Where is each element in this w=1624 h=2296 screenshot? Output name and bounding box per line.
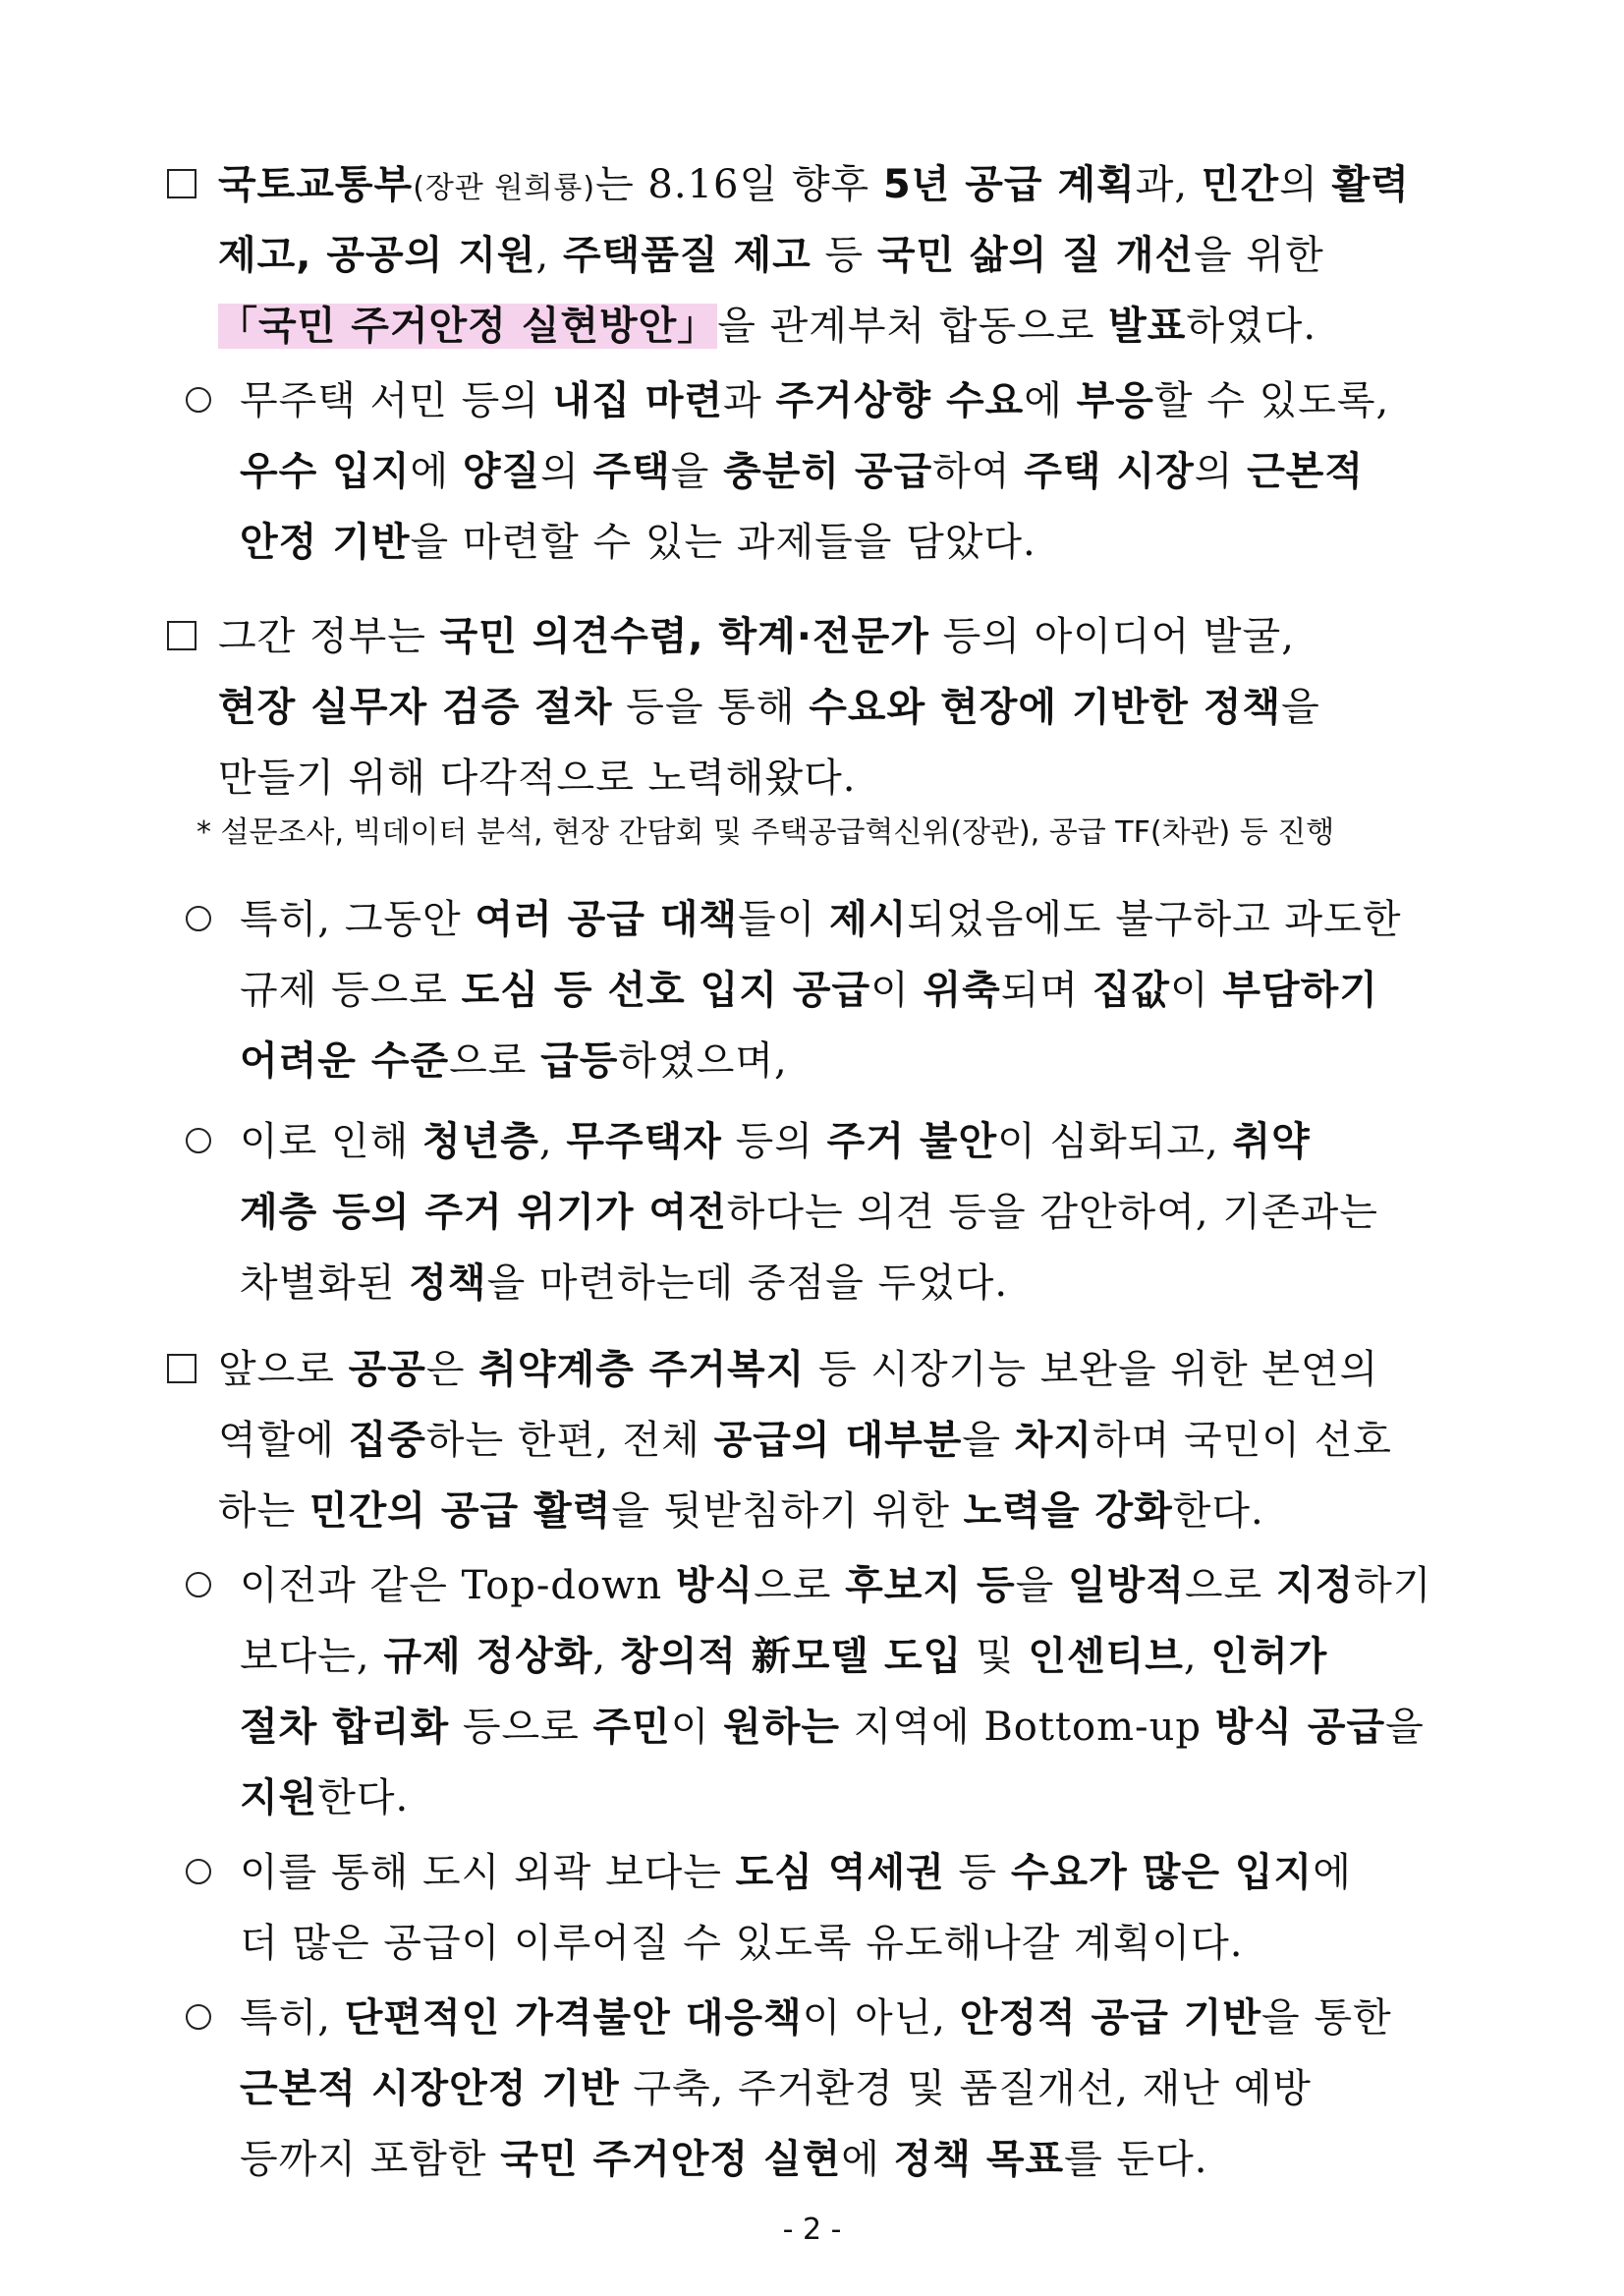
text-segment: , <box>592 1634 620 1679</box>
text-segment: 차지 <box>1014 1418 1093 1463</box>
text-segment: 는 8.16일 향후 <box>595 162 883 207</box>
text-segment: 인허가 <box>1210 1634 1328 1679</box>
text-segment: 을 마련하는데 중점을 두었다. <box>486 1260 1009 1306</box>
text-segment: 을 <box>670 449 724 494</box>
footnote: * 설문조사, 빅데이터 분석, 현장 간담회 및 주택공급혁신위(장관), 공급 TF(차관) 등 진행 <box>196 815 1335 850</box>
text-segment: 구축, 주거환경 및 품질개선, 재난 예방 <box>619 2066 1312 2111</box>
text-segment: 되며 <box>1000 968 1092 1013</box>
sub-paragraph <box>240 884 1474 1096</box>
text-line <box>240 365 1474 436</box>
text-segment: 규제 정상화 <box>383 1634 593 1679</box>
text-segment: 할 수 있도록, <box>1153 378 1390 423</box>
text-segment: 들이 <box>738 897 830 942</box>
text-segment: 이 심화되고, <box>997 1119 1233 1164</box>
text-line <box>240 507 1474 578</box>
text-segment: 안정적 공급 기반 <box>959 1995 1262 2041</box>
text-segment: 등 <box>944 1850 1011 1895</box>
text-segment: 도심 역세권 <box>735 1850 945 1895</box>
circle-bullet-icon <box>186 387 211 413</box>
text-line <box>240 1837 1474 1908</box>
text-segment: 부응 <box>1076 378 1154 423</box>
text-segment: 무주택자 <box>566 1119 722 1164</box>
text-segment: 한다. <box>317 1775 410 1820</box>
text-segment: 차별화된 <box>240 1260 410 1306</box>
circle-bullet-icon <box>186 1128 211 1153</box>
text-segment: 지원 <box>240 1775 318 1820</box>
text-segment: 어려운 수준 <box>240 1038 450 1084</box>
text-line <box>218 291 1474 362</box>
text-segment: 원하는 <box>723 1705 841 1750</box>
text-segment: 후보지 등 <box>845 1563 1016 1608</box>
text-segment: 방식 공급 <box>1214 1705 1386 1750</box>
text-segment: 그간 정부는 <box>218 614 440 659</box>
text-segment: 노력을 강화 <box>963 1488 1173 1534</box>
text-line <box>240 1026 1474 1096</box>
text-segment: 등의 아이디어 발굴, <box>928 614 1295 659</box>
text-line <box>218 672 1474 743</box>
circle-bullet-icon <box>186 2004 211 2030</box>
text-segment: 방식 <box>675 1563 755 1608</box>
main-paragraph <box>218 601 1474 813</box>
text-segment: 에 <box>410 449 463 494</box>
text-segment: 하는 <box>218 1488 309 1534</box>
text-segment: 집값 <box>1092 968 1171 1013</box>
text-segment: 급등 <box>540 1038 619 1084</box>
text-segment: 이전과 같은 Top-down <box>240 1563 676 1608</box>
sub-paragraph <box>240 365 1474 578</box>
text-segment: 우수 입지 <box>240 449 411 494</box>
text-segment: 충분히 공급 <box>723 449 933 494</box>
text-segment: 취약계층 주거복지 <box>478 1347 806 1392</box>
sub-paragraph <box>240 1550 1474 1833</box>
text-segment: 지역에 Bottom-up <box>840 1705 1215 1750</box>
text-segment: 주민 <box>592 1705 671 1750</box>
text-segment: , <box>1183 1634 1211 1679</box>
text-segment: 단편적인 가격불안 대응책 <box>344 1995 803 2041</box>
text-line <box>240 884 1474 955</box>
text-segment: 규제 등으로 <box>240 968 462 1013</box>
text-segment: 을 통한 <box>1261 1995 1392 2041</box>
text-segment: 등을 통해 <box>612 685 810 730</box>
text-segment: 보다는, <box>240 1634 384 1679</box>
page-number: - 2 - <box>782 2212 842 2247</box>
text-segment: , <box>538 1119 567 1164</box>
text-segment: 을 <box>1281 685 1320 730</box>
text-segment: 되었음에도 불구하고 과도한 <box>907 897 1402 942</box>
text-line <box>240 1106 1474 1177</box>
text-segment: 일방적 <box>1067 1563 1185 1608</box>
text-line <box>218 1334 1474 1405</box>
main-paragraph <box>218 1334 1474 1546</box>
text-line <box>218 601 1474 672</box>
text-segment: 국민 의견수렴, 학계·전문가 <box>439 614 929 659</box>
text-segment: 등의 <box>721 1119 827 1164</box>
text-segment: 하다는 의견 등을 감안하여, 기존과는 <box>726 1190 1378 1235</box>
text-segment: 국민 삶의 질 개선 <box>876 233 1195 278</box>
text-segment: 안정 기반 <box>240 520 411 565</box>
text-line <box>218 1476 1474 1546</box>
text-segment: 이 <box>1170 968 1223 1013</box>
text-line <box>240 1621 1474 1692</box>
text-segment: 공급의 대부분 <box>713 1418 963 1463</box>
circle-bullet-icon <box>186 1572 211 1597</box>
text-segment: 계층 등의 주거 위기가 여전 <box>240 1190 727 1235</box>
text-segment: 앞으로 <box>218 1347 349 1392</box>
text-segment: 이 <box>870 968 924 1013</box>
text-segment: 등까지 포함한 <box>240 2137 501 2182</box>
text-segment: 무주택 서민 등의 <box>240 378 553 423</box>
text-segment: (장관 원희룡) <box>413 171 596 205</box>
text-segment: 이 아닌, <box>802 1995 960 2041</box>
text-segment: 하여 <box>932 449 1025 494</box>
text-segment: 위축 <box>923 968 1001 1013</box>
text-segment: 만들기 위해 다각적으로 노력해왔다. <box>218 756 857 801</box>
text-segment: 정책 목표 <box>893 2137 1065 2182</box>
text-line <box>240 955 1474 1026</box>
text-line <box>218 220 1474 291</box>
text-segment: 과 <box>723 378 776 423</box>
text-line <box>240 2053 1474 2124</box>
text-segment: 에 <box>1024 378 1077 423</box>
text-segment: 국민 주거안정 실현 <box>500 2137 842 2182</box>
text-line <box>218 743 1474 813</box>
text-segment: 내집 마련 <box>552 378 724 423</box>
text-segment: 을 <box>1015 1563 1068 1608</box>
text-segment: 활력 <box>1331 162 1410 207</box>
text-segment: 공공 <box>348 1347 426 1392</box>
text-segment: 을 뒷받침하기 위한 <box>611 1488 964 1534</box>
text-segment: 한다. <box>1172 1488 1264 1534</box>
text-line <box>240 1248 1474 1318</box>
text-segment: 근본적 <box>1247 449 1365 494</box>
text-line <box>240 2124 1474 2195</box>
text-segment: 청년층 <box>422 1119 539 1164</box>
text-segment: 의 <box>540 449 593 494</box>
square-bullet-icon <box>167 169 196 198</box>
text-segment: 을 <box>962 1418 1015 1463</box>
text-segment: 주거상향 수요 <box>775 378 1025 423</box>
text-segment: 도심 등 선호 입지 공급 <box>461 968 871 1013</box>
text-segment: 발표 <box>1108 304 1187 349</box>
text-segment: 특히, 그동안 <box>240 897 476 942</box>
text-line <box>218 149 1474 220</box>
text-segment: 를 둔다. <box>1064 2137 1208 2182</box>
text-segment: 더 많은 공급이 이루어질 수 있도록 유도해나갈 계획이다. <box>240 1921 1244 1966</box>
text-segment: 을 관계부처 합동으로 <box>717 304 1109 349</box>
text-segment: 민간의 공급 활력 <box>309 1488 612 1534</box>
text-segment: 5년 공급 계획 <box>882 162 1136 207</box>
text-line <box>240 1177 1474 1248</box>
text-line <box>240 1763 1474 1833</box>
text-segment: 주거 불안 <box>826 1119 998 1164</box>
text-segment: 으로 <box>1184 1563 1276 1608</box>
text-segment: 특히, <box>240 1995 345 2041</box>
text-segment: 등으로 <box>449 1705 593 1750</box>
sub-paragraph <box>240 1106 1474 1318</box>
text-segment: 과, <box>1135 162 1202 207</box>
main-paragraph <box>218 149 1474 362</box>
text-segment: 여러 공급 대책 <box>475 897 739 942</box>
text-segment: 등 <box>811 233 877 278</box>
text-segment: 및 <box>962 1634 1029 1679</box>
text-segment: 주택 시장 <box>1024 449 1195 494</box>
text-segment: 하는 한편, 전체 <box>425 1418 714 1463</box>
text-segment: 양질 <box>462 449 541 494</box>
text-segment: 은 <box>425 1347 479 1392</box>
text-segment: 을 마련할 수 있는 과제들을 담았다. <box>410 520 1036 565</box>
text-segment: 의 <box>1194 449 1248 494</box>
text-segment: 수요가 많은 입지 <box>1010 1850 1314 1895</box>
text-segment: 제고, 공공의 지원 <box>218 233 536 278</box>
text-segment: 에 <box>1313 1850 1352 1895</box>
text-segment: 취약 <box>1232 1119 1311 1164</box>
text-segment: 의 <box>1279 162 1332 207</box>
text-segment: 부담하기 <box>1222 968 1378 1013</box>
text-segment: 역할에 <box>218 1418 349 1463</box>
text-segment: 등 시장기능 보완을 위한 본연의 <box>805 1347 1379 1392</box>
text-line <box>240 1692 1474 1763</box>
highlighted-title: 「국민 주거안정 실현방안」 <box>218 304 718 349</box>
text-segment: 인센티브 <box>1028 1634 1184 1679</box>
text-segment: 창의적 新모델 도입 <box>619 1634 963 1679</box>
text-segment: 주택 <box>592 449 671 494</box>
text-line <box>218 1405 1474 1476</box>
text-segment: 절차 합리화 <box>240 1705 450 1750</box>
sub-paragraph <box>240 1983 1474 2195</box>
text-segment: , <box>535 233 563 278</box>
text-segment: 이를 통해 도시 외곽 보다는 <box>240 1850 736 1895</box>
text-segment: 하였다. <box>1186 304 1317 349</box>
text-segment: 주택품질 제고 <box>562 233 812 278</box>
text-segment: 하였으며, <box>618 1038 788 1084</box>
text-segment: 에 <box>841 2137 894 2182</box>
text-line <box>240 1550 1474 1621</box>
text-line <box>240 436 1474 507</box>
text-segment: 집중 <box>348 1418 426 1463</box>
text-segment: 을 <box>1385 1705 1425 1750</box>
text-segment: 근본적 시장안정 기반 <box>240 2066 620 2111</box>
circle-bullet-icon <box>186 1859 211 1884</box>
text-segment: 현장 실무자 검증 절차 <box>218 685 613 730</box>
text-segment: 정책 <box>409 1260 487 1306</box>
text-segment: 하며 국민이 선호 <box>1092 1418 1392 1463</box>
sub-paragraph <box>240 1837 1474 1979</box>
text-segment: 이 <box>670 1705 724 1750</box>
text-segment: 으로 <box>449 1038 541 1084</box>
text-segment: 으로 <box>754 1563 846 1608</box>
text-segment: 제시 <box>829 897 908 942</box>
circle-bullet-icon <box>186 906 211 931</box>
text-segment: 이로 인해 <box>240 1119 422 1164</box>
text-segment: 국토교통부 <box>218 162 414 207</box>
text-segment: 을 위한 <box>1194 233 1324 278</box>
text-line <box>240 1908 1474 1979</box>
square-bullet-icon <box>167 621 196 650</box>
text-line <box>240 1983 1474 2053</box>
text-segment: 수요와 현장에 기반한 정책 <box>809 685 1282 730</box>
text-segment: 민간 <box>1201 162 1280 207</box>
text-segment: 지정 <box>1275 1563 1355 1608</box>
square-bullet-icon <box>167 1354 196 1383</box>
text-segment: 하기 <box>1354 1563 1432 1608</box>
